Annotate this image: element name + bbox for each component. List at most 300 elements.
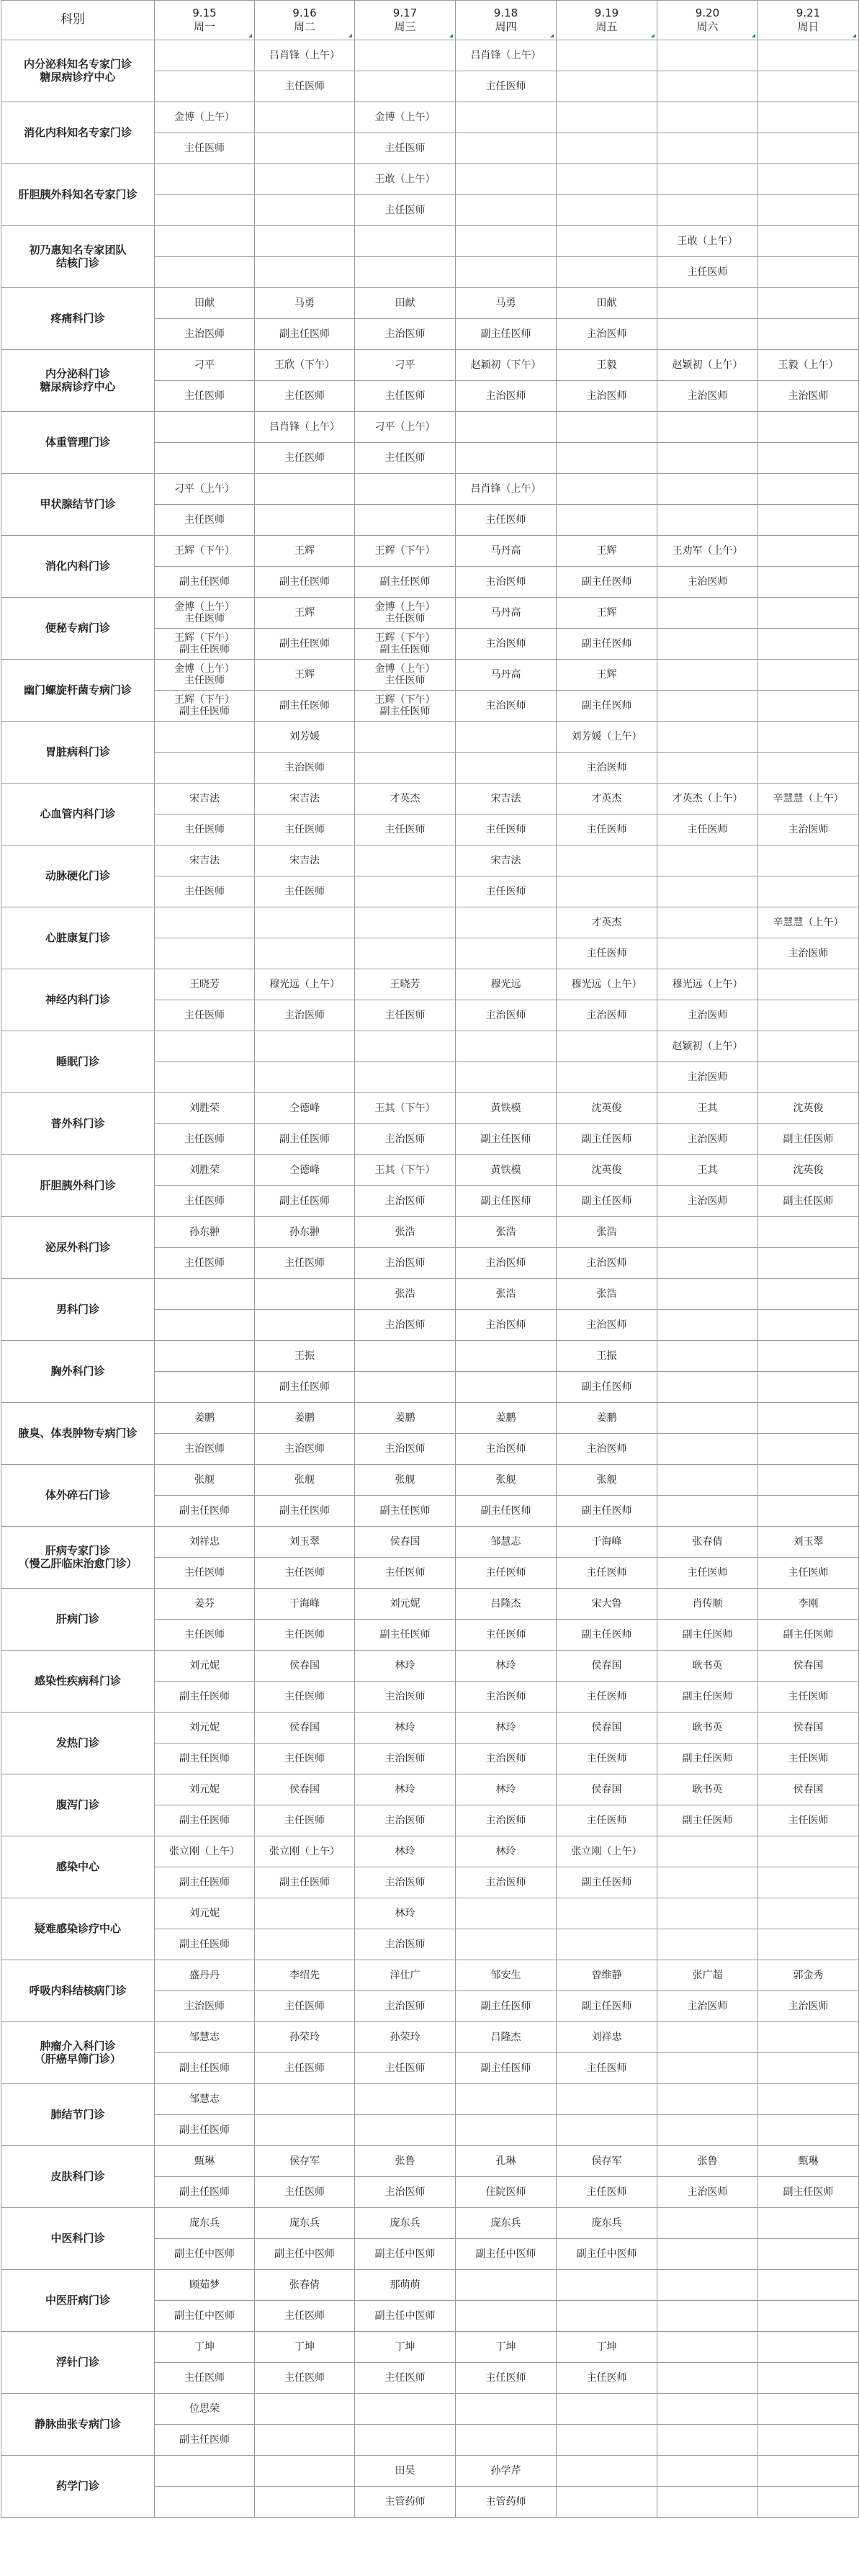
doctor-title-cell: 副主任医师 <box>758 1186 859 1217</box>
doctor-title-cell: 主治医师 <box>557 381 657 412</box>
doctor-title-cell: 主任医师 <box>255 1620 355 1651</box>
doctor-title-cell: 主治医师 <box>557 753 657 784</box>
doctor-name-cell: 王辉 <box>255 536 355 567</box>
doctor-title-cell: 副主任医师 <box>155 567 255 598</box>
doctor-name-cell <box>456 907 557 938</box>
doctor-title-cell: 主治医师 <box>456 691 557 722</box>
doctor-name-cell: 黄铁模 <box>456 1155 557 1186</box>
doctor-name-cell: 田献 <box>155 288 255 319</box>
department-name: 幽门螺旋杆菌专病门诊 <box>1 660 155 722</box>
doctor-name-cell: 李绍先 <box>255 1960 355 1991</box>
doctor-title-cell: 副主任医师 <box>255 1124 355 1155</box>
doctor-title-cell: 副主任医师 <box>255 629 355 660</box>
doctor-name-cell: 黄铁模 <box>456 1093 557 1124</box>
day-header <box>557 1 657 40</box>
doctor-name-cell: 王辉（下午） <box>155 536 255 567</box>
doctor-name-cell: 宋吉法 <box>456 845 557 876</box>
doctor-name-cell: 马勇 <box>255 288 355 319</box>
doctor-name-cell: 庞东兵 <box>456 2208 557 2239</box>
doctor-name-cell: 林玲 <box>355 1651 456 1682</box>
doctor-title-cell: 主任医师 <box>557 1682 657 1713</box>
doctor-name-cell: 丁坤 <box>456 2332 557 2363</box>
doctor-title-cell <box>557 71 657 102</box>
doctor-title-cell <box>657 1434 758 1465</box>
doctor-name-cell <box>255 907 355 938</box>
doctor-title-cell: 主任医师 <box>557 938 657 969</box>
doctor-name-cell <box>657 2208 758 2239</box>
doctor-name-cell <box>758 2456 859 2487</box>
doctor-name-cell: 侯春国 <box>557 1651 657 1682</box>
header-row <box>1 1 859 40</box>
doctor-title-cell: 主任医师 <box>255 1743 355 1774</box>
doctor-title-cell <box>657 505 758 536</box>
doctor-title-cell: 副主任医师 <box>657 1682 758 1713</box>
doctor-title-cell: 主任医师 <box>155 1124 255 1155</box>
doctor-title-cell: 副主任医师 <box>155 1929 255 1960</box>
doctor-title-cell: 主任医师 <box>355 443 456 474</box>
doctor-name-cell: 宋吉法 <box>456 784 557 814</box>
doctor-title-cell <box>355 2115 456 2146</box>
doctor-title-cell <box>456 1372 557 1403</box>
department-name: 疑难感染诊疗中心 <box>1 1898 155 1960</box>
doctor-title-cell <box>657 876 758 907</box>
doctor-name-cell: 张春倩 <box>255 2270 355 2301</box>
doctor-name-cell: 姜鹏 <box>456 1403 557 1434</box>
day-header <box>657 1 758 40</box>
doctor-title-cell: 副主任医师 <box>155 1867 255 1898</box>
doctor-title-cell: 主任医师 <box>155 1186 255 1217</box>
doctor-name-cell: 孙东翀 <box>155 1217 255 1248</box>
doctor-title-cell: 副主任医师 <box>355 567 456 598</box>
doctor-name-cell <box>758 2332 859 2363</box>
doctor-title-cell: 主治医师 <box>657 1000 758 1031</box>
doctor-title-cell: 主任医师 <box>557 2053 657 2084</box>
department-name: 肺结节门诊 <box>1 2084 155 2146</box>
doctor-title-cell <box>557 2487 657 2518</box>
doctor-name-cell: 刘祥忠 <box>155 1527 255 1558</box>
department-name: 疼痛科门诊 <box>1 288 155 350</box>
doctor-title-cell: 副主任医师 <box>557 691 657 722</box>
doctor-title-cell <box>758 505 859 536</box>
doctor-name-cell <box>758 1465 859 1496</box>
doctor-name-cell <box>155 1031 255 1062</box>
doctor-name-cell: 于海峰 <box>255 1589 355 1620</box>
doctor-name-cell <box>657 1403 758 1434</box>
doctor-name-cell: 甄琳 <box>758 2146 859 2177</box>
department-name: 普外科门诊 <box>1 1093 155 1155</box>
doctor-name-cell: 王劝军（上午） <box>657 536 758 567</box>
doctor-name-cell: 张浩 <box>456 1279 557 1310</box>
department-name: 胸外科门诊 <box>1 1341 155 1403</box>
doctor-name-cell <box>456 102 557 133</box>
day-date: 9.20 <box>695 6 720 20</box>
doctor-title-cell <box>355 257 456 288</box>
doctor-name-cell: 赵颖初（下午） <box>456 350 557 381</box>
doctor-title-cell <box>657 195 758 226</box>
doctor-title-cell <box>557 443 657 474</box>
doctor-name-cell: 侯春国 <box>355 1527 456 1558</box>
day-weekday: 周日 <box>797 20 819 33</box>
doctor-name-cell: 张舰 <box>456 1465 557 1496</box>
doctor-name-cell: 王欣（下午） <box>255 350 355 381</box>
doctor-name-row <box>1 536 859 567</box>
doctor-title-cell: 副主任中医师 <box>255 2239 355 2270</box>
doctor-name-cell <box>557 2456 657 2487</box>
doctor-title-cell: 副主任医师 <box>155 2425 255 2456</box>
doctor-title-cell <box>758 133 859 164</box>
doctor-name-cell: 刘祥忠 <box>557 2022 657 2053</box>
doctor-title-cell: 主任医师 <box>657 1558 758 1589</box>
doctor-title-cell: 副主任医师 <box>456 2053 557 2084</box>
doctor-name-cell <box>657 2394 758 2425</box>
doctor-name-cell: 马勇 <box>456 288 557 319</box>
department-name: 腋臭、体表肿物专病门诊 <box>1 1403 155 1465</box>
doctor-name-cell: 穆光远 <box>456 969 557 1000</box>
doctor-name-cell: 肖传顺 <box>657 1589 758 1620</box>
doctor-name-cell: 刘胜荣 <box>155 1155 255 1186</box>
doctor-name-cell: 金博（上午） 主任医师 <box>155 660 255 691</box>
doctor-title-cell: 主治医师 <box>355 319 456 350</box>
doctor-title-cell <box>657 443 758 474</box>
doctor-name-cell <box>155 907 255 938</box>
doctor-name-cell <box>758 1341 859 1372</box>
doctor-title-cell: 主任医师 <box>155 1248 255 1279</box>
doctor-name-cell: 丁坤 <box>355 2332 456 2363</box>
doctor-name-cell <box>255 1898 355 1929</box>
doctor-name-row <box>1 2146 859 2177</box>
doctor-title-cell: 主任医师 <box>557 2363 657 2394</box>
doctor-name-cell <box>557 226 657 257</box>
doctor-title-cell: 主治医师 <box>456 567 557 598</box>
doctor-title-cell: 副主任医师 <box>557 1991 657 2022</box>
doctor-name-cell <box>557 102 657 133</box>
doctor-name-row <box>1 40 859 71</box>
doctor-name-cell: 张浩 <box>355 1279 456 1310</box>
doctor-name-row <box>1 2456 859 2487</box>
doctor-name-cell: 林玲 <box>456 1836 557 1867</box>
doctor-name-row <box>1 474 859 505</box>
doctor-name-cell <box>657 1341 758 1372</box>
doctor-name-row <box>1 1217 859 1248</box>
doctor-title-cell: 主治医师 <box>355 1682 456 1713</box>
doctor-name-cell <box>255 164 355 195</box>
filter-corner-icon <box>248 34 252 37</box>
doctor-title-cell: 副主任中医师 <box>355 2301 456 2332</box>
doctor-title-cell: 副主任医师 <box>155 2115 255 2146</box>
doctor-name-cell <box>758 2084 859 2115</box>
doctor-name-cell <box>155 40 255 71</box>
doctor-title-cell: 副主任医师 <box>155 2177 255 2208</box>
doctor-title-cell <box>557 1062 657 1093</box>
doctor-name-cell: 侯春国 <box>758 1651 859 1682</box>
doctor-title-cell <box>557 1929 657 1960</box>
doctor-title-cell <box>557 876 657 907</box>
doctor-name-row <box>1 907 859 938</box>
doctor-name-cell: 刘胜荣 <box>155 1093 255 1124</box>
doctor-title-cell: 主治医师 <box>657 381 758 412</box>
doctor-name-cell: 沈英俊 <box>557 1093 657 1124</box>
department-name: 肝胆胰外科门诊 <box>1 1155 155 1217</box>
doctor-name-cell: 庞东兵 <box>355 2208 456 2239</box>
doctor-name-cell: 王毅 <box>557 350 657 381</box>
doctor-title-cell <box>456 133 557 164</box>
filter-corner-icon <box>449 34 453 37</box>
doctor-title-cell: 主任医师 <box>255 876 355 907</box>
doctor-title-cell: 副主任医师 <box>255 1867 355 1898</box>
doctor-name-cell: 邹慧志 <box>155 2022 255 2053</box>
doctor-name-cell <box>758 722 859 753</box>
doctor-name-cell <box>155 2456 255 2487</box>
doctor-title-cell: 主治医师 <box>456 1743 557 1774</box>
doctor-name-row <box>1 1960 859 1991</box>
doctor-name-cell: 吕隆杰 <box>456 1589 557 1620</box>
doctor-name-cell <box>557 2270 657 2301</box>
doctor-name-cell <box>456 412 557 443</box>
doctor-title-cell: 主治医师 <box>155 1991 255 2022</box>
doctor-name-cell: 张舰 <box>155 1465 255 1496</box>
doctor-title-cell: 主任医师 <box>456 71 557 102</box>
doctor-name-cell: 张鲁 <box>355 2146 456 2177</box>
doctor-name-cell: 耿书英 <box>657 1774 758 1805</box>
department-name: 男科门诊 <box>1 1279 155 1341</box>
doctor-name-cell: 王振 <box>255 1341 355 1372</box>
doctor-name-cell: 才英杰 <box>355 784 456 814</box>
doctor-name-cell: 王晓芳 <box>155 969 255 1000</box>
doctor-title-cell: 副主任医师 <box>557 1186 657 1217</box>
doctor-title-cell: 副主任医师 <box>557 1372 657 1403</box>
doctor-title-cell <box>456 2115 557 2146</box>
doctor-name-cell <box>758 598 859 629</box>
doctor-name-cell <box>557 1031 657 1062</box>
doctor-name-cell <box>758 660 859 691</box>
doctor-name-cell <box>355 2084 456 2115</box>
doctor-name-cell: 穆光远（上午） <box>255 969 355 1000</box>
doctor-title-cell: 主治医师 <box>657 1186 758 1217</box>
doctor-title-cell: 主任医师 <box>255 1991 355 2022</box>
filter-corner-icon <box>348 34 352 37</box>
doctor-title-cell: 主治医师 <box>758 938 859 969</box>
doctor-title-cell <box>758 2425 859 2456</box>
doctor-title-cell: 副主任医师 <box>557 567 657 598</box>
doctor-name-cell <box>155 164 255 195</box>
doctor-name-cell: 刘芳媛（上午） <box>557 722 657 753</box>
doctor-title-cell: 副主任医师 <box>255 1186 355 1217</box>
department-name: 便秘专病门诊 <box>1 598 155 660</box>
doctor-name-cell: 王敢（上午） <box>355 164 456 195</box>
doctor-name-cell: 金博（上午） <box>355 102 456 133</box>
doctor-title-cell: 主治医师 <box>657 1062 758 1093</box>
doctor-name-cell: 侯春国 <box>255 1651 355 1682</box>
doctor-name-cell: 孙荣玲 <box>255 2022 355 2053</box>
doctor-name-cell <box>657 2332 758 2363</box>
doctor-title-cell <box>758 319 859 350</box>
doctor-title-cell <box>657 2053 758 2084</box>
doctor-name-cell: 张立刚（上午） <box>155 1836 255 1867</box>
doctor-name-cell <box>255 1031 355 1062</box>
doctor-name-cell: 刁平（上午） <box>355 412 456 443</box>
doctor-name-cell: 洋仕广 <box>355 1960 456 1991</box>
doctor-title-cell <box>355 938 456 969</box>
department-name: 体外碎石门诊 <box>1 1465 155 1527</box>
doctor-title-cell <box>155 1310 255 1341</box>
day-weekday: 周六 <box>696 20 719 33</box>
doctor-name-cell: 沈英俊 <box>758 1155 859 1186</box>
doctor-name-cell: 庞东兵 <box>255 2208 355 2239</box>
doctor-title-cell <box>355 505 456 536</box>
doctor-title-cell: 主任医师 <box>456 505 557 536</box>
doctor-title-cell: 副主任医师 <box>557 1867 657 1898</box>
doctor-title-cell: 主治医师 <box>255 1434 355 1465</box>
doctor-title-cell: 主任医师 <box>657 257 758 288</box>
doctor-title-cell: 副主任医师 <box>456 1991 557 2022</box>
doctor-title-cell: 主治医师 <box>456 1434 557 1465</box>
doctor-name-cell: 侯春国 <box>255 1774 355 1805</box>
duty-schedule-table <box>1 0 859 2518</box>
doctor-title-cell <box>657 2115 758 2146</box>
doctor-name-row <box>1 1155 859 1186</box>
doctor-title-cell <box>155 443 255 474</box>
doctor-name-cell <box>255 2394 355 2425</box>
doctor-name-cell <box>758 1403 859 1434</box>
filter-corner-icon <box>752 34 755 37</box>
doctor-name-cell: 仝德峰 <box>255 1155 355 1186</box>
doctor-name-cell: 王辉 <box>557 598 657 629</box>
doctor-name-row <box>1 350 859 381</box>
doctor-title-cell <box>456 443 557 474</box>
doctor-name-cell <box>255 102 355 133</box>
doctor-title-cell <box>657 1310 758 1341</box>
doctor-name-cell <box>657 1217 758 1248</box>
day-header <box>155 1 255 40</box>
doctor-title-cell: 主任医师 <box>557 1805 657 1836</box>
doctor-title-cell: 副主任医师 <box>758 1124 859 1155</box>
doctor-name-cell: 王辉 <box>557 660 657 691</box>
doctor-name-cell <box>657 1836 758 1867</box>
doctor-name-cell <box>758 1279 859 1310</box>
doctor-title-cell <box>155 2487 255 2518</box>
doctor-name-cell: 金博（上午） 主任医师 <box>155 598 255 629</box>
doctor-title-cell <box>557 505 657 536</box>
doctor-title-cell: 副主任医师 <box>557 1620 657 1651</box>
doctor-name-cell: 刁平（上午） <box>155 474 255 505</box>
doctor-title-cell: 主任医师 <box>355 814 456 845</box>
doctor-name-cell: 刘芳媛 <box>255 722 355 753</box>
doctor-title-cell: 主任医师 <box>557 1743 657 1774</box>
doctor-name-cell: 孙荣玲 <box>355 2022 456 2053</box>
department-name: 浮针门诊 <box>1 2332 155 2394</box>
doctor-name-cell: 沈英俊 <box>557 1155 657 1186</box>
doctor-title-cell <box>155 753 255 784</box>
doctor-name-row <box>1 1774 859 1805</box>
doctor-title-cell <box>758 2363 859 2394</box>
doctor-name-cell: 才英杰（上午） <box>657 784 758 814</box>
doctor-name-cell <box>758 2394 859 2425</box>
doctor-name-cell: 林玲 <box>355 1836 456 1867</box>
doctor-title-cell <box>255 2115 355 2146</box>
doctor-name-cell: 邹慧志 <box>456 1527 557 1558</box>
doctor-title-cell <box>255 257 355 288</box>
day-header <box>758 1 859 40</box>
department-name: 初乃惠知名专家团队 结核门诊 <box>1 226 155 288</box>
department-column-header: 科别 <box>1 1 155 40</box>
doctor-name-cell: 王其 <box>657 1093 758 1124</box>
doctor-name-cell: 吕肖锋（上午） <box>456 40 557 71</box>
doctor-title-cell: 主治医师 <box>456 1000 557 1031</box>
doctor-title-cell <box>657 1372 758 1403</box>
department-name: 肝胆胰外科知名专家门诊 <box>1 164 155 226</box>
doctor-name-cell <box>758 1836 859 1867</box>
doctor-title-cell <box>155 1062 255 1093</box>
doctor-name-cell: 赵颖初（上午） <box>657 350 758 381</box>
doctor-title-cell <box>758 2487 859 2518</box>
doctor-title-cell: 主任医师 <box>456 2363 557 2394</box>
doctor-name-cell: 姜鹏 <box>355 1403 456 1434</box>
doctor-name-cell: 王辉 <box>255 660 355 691</box>
doctor-name-row <box>1 2332 859 2363</box>
department-name: 内分泌科知名专家门诊 糖尿病诊疗中心 <box>1 40 155 102</box>
doctor-title-cell <box>456 2301 557 2332</box>
doctor-name-cell <box>355 40 456 71</box>
department-name: 睡眠门诊 <box>1 1031 155 1093</box>
day-date: 9.19 <box>594 6 619 20</box>
doctor-title-cell <box>758 1248 859 1279</box>
doctor-name-cell: 张舰 <box>255 1465 355 1496</box>
day-header <box>355 1 456 40</box>
doctor-title-cell: 主治医师 <box>657 1991 758 2022</box>
doctor-title-cell: 主治医师 <box>758 814 859 845</box>
filter-corner-icon <box>853 34 856 37</box>
doctor-title-cell <box>657 1496 758 1527</box>
doctor-name-cell <box>456 1031 557 1062</box>
doctor-name-cell: 侯春国 <box>758 1774 859 1805</box>
doctor-title-cell: 主任医师 <box>355 1558 456 1589</box>
doctor-title-cell <box>657 629 758 660</box>
doctor-name-cell <box>657 40 758 71</box>
department-name: 体重管理门诊 <box>1 412 155 474</box>
doctor-name-cell <box>758 226 859 257</box>
doctor-name-cell <box>155 226 255 257</box>
doctor-name-cell <box>758 40 859 71</box>
day-header <box>456 1 557 40</box>
doctor-name-row <box>1 845 859 876</box>
doctor-title-cell: 副主任医师 <box>355 1620 456 1651</box>
doctor-name-cell: 郭金秀 <box>758 1960 859 1991</box>
doctor-name-cell: 姜芬 <box>155 1589 255 1620</box>
doctor-name-cell: 丁坤 <box>557 2332 657 2363</box>
doctor-title-cell: 主治医师 <box>657 567 758 598</box>
doctor-title-cell <box>758 1496 859 1527</box>
doctor-title-cell <box>355 876 456 907</box>
doctor-name-cell: 侯存军 <box>255 2146 355 2177</box>
doctor-title-cell <box>155 938 255 969</box>
doctor-name-cell: 金博（上午） <box>155 102 255 133</box>
department-name: 肝病专家门诊 （慢乙肝临床治愈门诊） <box>1 1527 155 1589</box>
doctor-name-cell: 侯春国 <box>255 1713 355 1743</box>
doctor-name-cell <box>758 1217 859 1248</box>
doctor-name-row <box>1 1403 859 1434</box>
doctor-title-cell <box>758 876 859 907</box>
doctor-name-cell <box>557 164 657 195</box>
doctor-name-cell <box>657 2456 758 2487</box>
doctor-name-cell <box>155 412 255 443</box>
doctor-title-cell: 主治医师 <box>456 629 557 660</box>
day-weekday: 周三 <box>394 20 416 33</box>
doctor-name-cell <box>355 722 456 753</box>
doctor-title-cell: 王辉（下午） 副主任医师 <box>355 691 456 722</box>
doctor-title-cell: 主任医师 <box>255 2301 355 2332</box>
doctor-name-cell: 金博（上午） 主任医师 <box>355 660 456 691</box>
doctor-title-cell: 主任医师 <box>456 814 557 845</box>
